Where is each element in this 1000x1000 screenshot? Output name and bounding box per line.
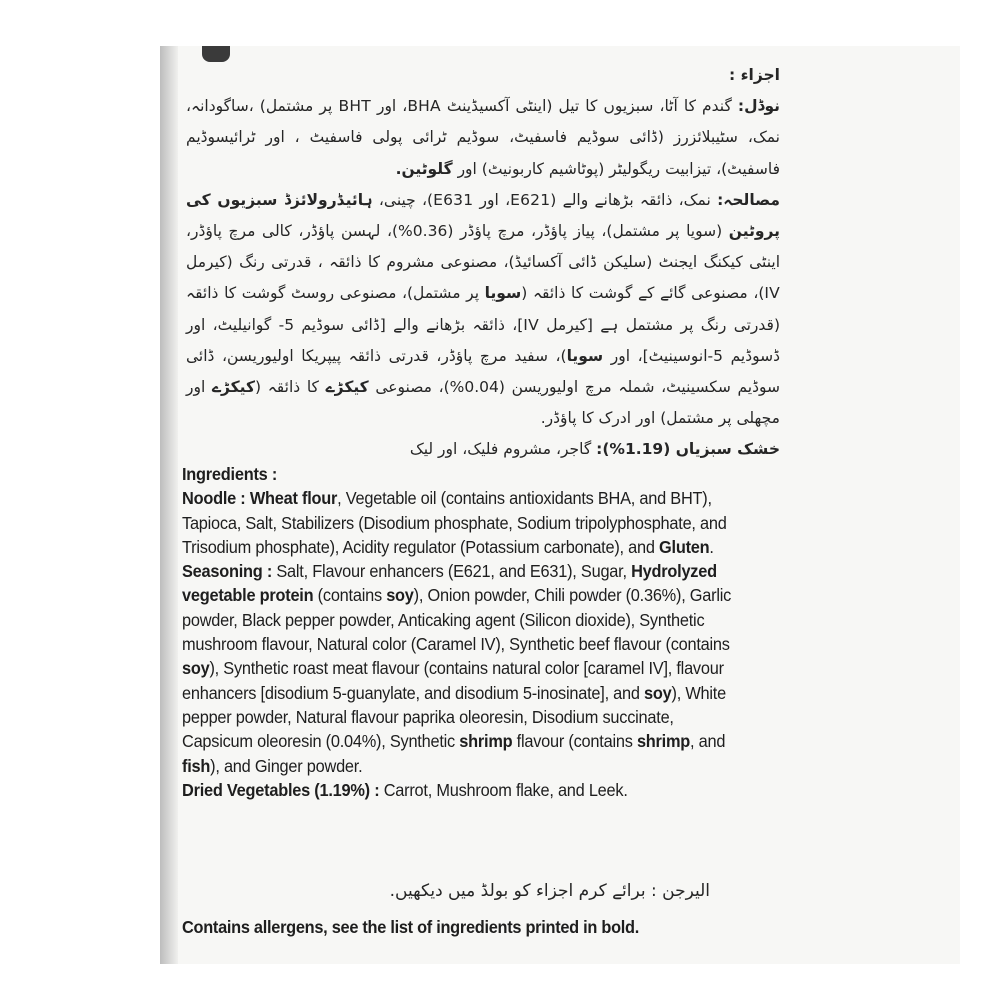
english-seasoning-text-5: ), White pepper powder, Natural flavour paprika oleoresin, Disodium succinate, Capsicum oleoresin (0.04%), Synthetic bbox=[182, 682, 726, 752]
english-allergen-note: Contains allergens, see the list of ingredients printed in bold. bbox=[182, 917, 640, 937]
urdu-seasoning-label: مصالحہ: bbox=[717, 190, 781, 209]
english-ingredients-block bbox=[182, 462, 744, 802]
urdu-seasoning-text-1: نمک، ذائقہ بڑھانے والے (E621، اور E631)، چینی، bbox=[378, 190, 711, 209]
urdu-seasoning-text-5: کا ذائقہ ( bbox=[255, 378, 319, 397]
english-dried-paragraph bbox=[182, 778, 744, 802]
english-seasoning-soy-2: soy bbox=[182, 658, 210, 679]
urdu-dried-label: خشک سبزیاں (1.19%): bbox=[596, 440, 780, 459]
english-noodle-wheat: Wheat flour bbox=[249, 488, 338, 509]
english-seasoning-paragraph bbox=[182, 559, 744, 778]
english-seasoning-text-3: ), Onion powder, Chili powder (0.36%), Garlic powder, Black pepper powder, Anticaking agent (Silicon dioxide), Synthetic mushroom flavour, Natural color (Caramel IV), Synthetic beef flavour (contains bbox=[182, 585, 732, 655]
urdu-seasoning-text-6: اور مچھلی پر مشتمل) اور ادرک کا پاؤڈر. bbox=[186, 378, 780, 428]
english-noodle-paragraph bbox=[182, 486, 744, 559]
english-seasoning-shrimp-2: shrimp bbox=[636, 731, 691, 752]
urdu-ingredients-heading: اجزاء : bbox=[729, 66, 780, 84]
label-edge bbox=[160, 46, 178, 964]
urdu-noodle-gluten: گلوٹین. bbox=[395, 159, 453, 178]
urdu-seasoning-text-4: )، سفید مرچ پاؤڈر، قدرتی ذائقہ پیپریکا اولیوریسن، ڈائی سوڈیم سکسینیٹ، شملہ مرچ اولیوریسن (0.04%)، مصنوعی bbox=[186, 346, 780, 397]
urdu-ingredients-block bbox=[186, 60, 780, 466]
urdu-seasoning-soy-1: سویا bbox=[484, 284, 522, 303]
urdu-seasoning-hvp: ہائیڈرولائزڈ سبزیوں کی پروٹین bbox=[186, 190, 780, 241]
english-seasoning-text-4: ), Synthetic roast meat flavour (contains natural color [caramel IV], flavour enhancers [disodium 5-guanylate, and disodium 5-inosinate], and bbox=[182, 658, 724, 703]
english-seasoning-fish: fish bbox=[182, 755, 211, 776]
urdu-seasoning-shrimp-2: کیکڑے bbox=[211, 378, 256, 397]
english-ingredients-heading: Ingredients : bbox=[182, 464, 278, 484]
english-noodle-label: Noodle : bbox=[182, 488, 246, 509]
english-noodle-text: , Vegetable oil (contains antioxidants BHA, and BHT), Tapioca, Salt, Stabilizers (Disodium phosphate, Sodium tripolyphosphate, and Trisodium phosphate), Acidity regulator (Potassium carbonate), and bbox=[182, 488, 727, 557]
urdu-seasoning-paragraph bbox=[186, 185, 780, 435]
english-seasoning-text-8: ), and Ginger powder. bbox=[210, 755, 363, 776]
english-dried-label: Dried Vegetables (1.19%) : bbox=[182, 779, 380, 800]
english-seasoning-hvp: Hydrolyzed vegetable protein bbox=[182, 561, 717, 606]
english-seasoning-soy-3: soy bbox=[644, 682, 672, 703]
urdu-seasoning-text-3: پر مشتمل)، مصنوعی روسٹ گوشت کا ذائقہ (قدرتی رنگ پر مشتمل ہے [کیرمل IV]، ذائقہ بڑھانے والے [ڈائی سوڈیم 5- گوانیلیٹ، اور ڈسوڈیم 5-انوسینیٹ]، اور bbox=[186, 284, 781, 365]
english-noodle-end: . bbox=[709, 536, 714, 557]
english-seasoning-label: Seasoning : bbox=[182, 561, 273, 582]
urdu-seasoning-soy-2: سویا bbox=[566, 346, 604, 365]
urdu-allergen-note: الیرجن : برائے کرم اجزاء کو بولڈ میں دیکھیں. bbox=[389, 881, 710, 901]
urdu-noodle-text: گندم کا آٹا، سبزیوں کا تیل (اینٹی آکسیڈینٹ BHA، اور BHT پر مشتمل) ،ساگودانہ، نمک، سٹیبلائزرز (ڈائی سوڈیم فاسفیٹ، سوڈیم ٹرائی پولی فاسفیٹ ، اور ٹرائیسوڈیم فاسفیٹ)، تیزابیت ریگولیٹر (پوٹاشیم کاربونیٹ) اور bbox=[186, 97, 780, 178]
english-seasoning-text-7: , and bbox=[690, 731, 726, 752]
urdu-noodle-label: نوڈل: bbox=[737, 97, 780, 116]
english-dried-text: Carrot, Mushroom flake, and Leek. bbox=[379, 779, 628, 800]
urdu-noodle-paragraph bbox=[186, 91, 780, 185]
urdu-dried-paragraph bbox=[186, 434, 780, 465]
english-seasoning-text-6: flavour (contains bbox=[512, 731, 637, 752]
english-noodle-gluten: Gluten bbox=[659, 536, 710, 557]
english-seasoning-text-1: Salt, Flavour enhancers (E621, and E631), Sugar, bbox=[272, 561, 632, 582]
english-seasoning-soy-1: soy bbox=[386, 585, 414, 606]
urdu-dried-text: گاجر، مشروم فلیک، اور لیک bbox=[409, 440, 592, 459]
english-seasoning-text-2: (contains bbox=[313, 585, 387, 606]
urdu-seasoning-text-2: (سویا پر مشتمل)، پیاز پاؤڈر، مرچ پاؤڈر (0.36%)، لہسن پاؤڈر، کالی مرچ پاؤڈر، اینٹی کیکنگ ایجنٹ (سلیکن ڈائی آکسائیڈ)، مصنوعی مشروم کا ذائقہ ، قدرتی رنگ (کیرمل IV)، مصنوعی گائے کے گوشت کا ذائقہ ( bbox=[186, 222, 780, 303]
urdu-seasoning-shrimp-1: کیکڑے bbox=[325, 378, 369, 397]
english-seasoning-shrimp-1: shrimp bbox=[459, 731, 513, 752]
